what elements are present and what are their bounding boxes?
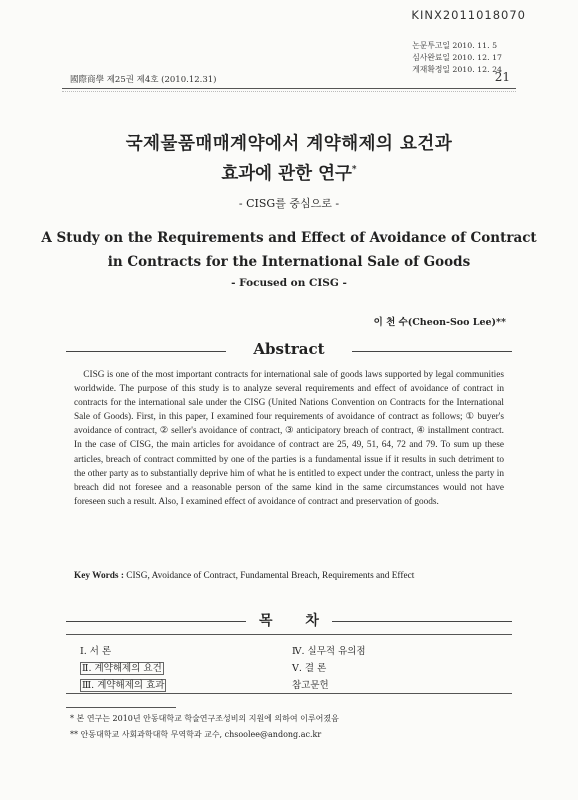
footnote-affiliation: ** 안동대학교 사회과학대학 무역학과 교수, chsoolee@andong.ac.kr bbox=[70, 730, 322, 739]
header-rule bbox=[62, 88, 516, 92]
toc-item-conclusion: Ⅴ. 결 론 bbox=[292, 663, 327, 674]
abstract-heading-bar bbox=[66, 340, 512, 362]
keywords-value: CISG, Avoidance of Contract, Fundamental Breach, Requirements and Effect bbox=[123, 571, 415, 581]
date-reviewed: 심사완료일 2010. 12. 17 bbox=[412, 53, 502, 62]
toc-item-effect bbox=[80, 677, 166, 691]
toc-item-practical: Ⅳ. 실무적 유의점 bbox=[292, 646, 366, 657]
footnote-rule bbox=[66, 707, 176, 708]
keywords bbox=[74, 571, 514, 581]
author: 이 천 수(Cheon-Soo Lee)** bbox=[373, 317, 506, 328]
toc-item-requirements bbox=[80, 660, 164, 674]
toc-item-requirements-text: Ⅱ. 계약해제의 요건 bbox=[82, 663, 162, 674]
toc-item-references: 참고문헌 bbox=[292, 680, 329, 691]
journal-info: 國際商學 제25권 제4호 (2010.12.31) bbox=[70, 75, 217, 85]
korean-title-line2-text: 효과에 관한 연구 bbox=[221, 164, 352, 184]
toc-item-effect-text: Ⅲ. 계약해제의 효과 bbox=[82, 680, 165, 691]
page-number: 21 bbox=[494, 70, 510, 84]
table-of-contents bbox=[66, 634, 512, 694]
english-title-line1: A Study on the Requirements and Effect of Avoidance of Contract bbox=[41, 230, 537, 246]
korean-title-line2 bbox=[0, 160, 578, 185]
toc-heading-bar bbox=[66, 610, 512, 632]
abstract-body: CISG is one of the most important contracts for international sale of goods laws supported by legal communities worldwide. The purpose of this study is to analyze several requirements and effect of avoidance of contract in contracts for the international sale under the CISG (United Nations Convention on Contracts for the International Sale of Goods). First, in this paper, I examined four requirements of avoidance of contract as follows; ① buyer's avoidance of contract, ② seller's avoidance of contract, ③ anticipatory breach of contract, ④ installment contract. In the case of CISG, the main articles for avoidance of contract are 25, 49, 51, 64, 72 and 79. To sum up these articles, breach of contract committed by one of the parties is a fundamental issue if it results in such detriment to the other party as to substantially deprive him of what he is entitled to expect under the contract, unless the party in breach did not foresee and a reasonable person of the same kind in the same circumstances would not have foreseen such a result. Also, I examined effect of avoidance of contract and preservation of goods. bbox=[74, 370, 504, 507]
toc-item-introduction: Ⅰ. 서 론 bbox=[80, 646, 112, 657]
date-submitted: 논문투고일 2010. 11. 5 bbox=[412, 41, 498, 50]
english-title-line2: in Contracts for the International Sale of Goods bbox=[107, 254, 471, 270]
title-footnote-mark: * bbox=[351, 165, 357, 176]
date-accepted: 게재확정일 2010. 12. 24 bbox=[412, 65, 502, 74]
korean-title-line1: 국제물품매매계약에서 계약해제의 요건과 bbox=[125, 134, 453, 154]
korean-subtitle: - CISG를 중심으로 - bbox=[238, 197, 340, 210]
submission-dates bbox=[412, 40, 502, 76]
english-subtitle: - Focused on CISG - bbox=[231, 277, 347, 289]
document-id: KINX2011018070 bbox=[411, 8, 526, 22]
toc-rule-right bbox=[332, 621, 512, 622]
toc-heading: 목 차 bbox=[259, 613, 333, 629]
keywords-label: Key Words : bbox=[74, 571, 124, 581]
footnote-funding: * 본 연구는 2010년 안동대학교 학술연구조성비의 지원에 의하여 이루어졌음 bbox=[70, 714, 339, 723]
abstract-rule-right bbox=[352, 351, 512, 352]
abstract-heading: Abstract bbox=[253, 340, 325, 358]
